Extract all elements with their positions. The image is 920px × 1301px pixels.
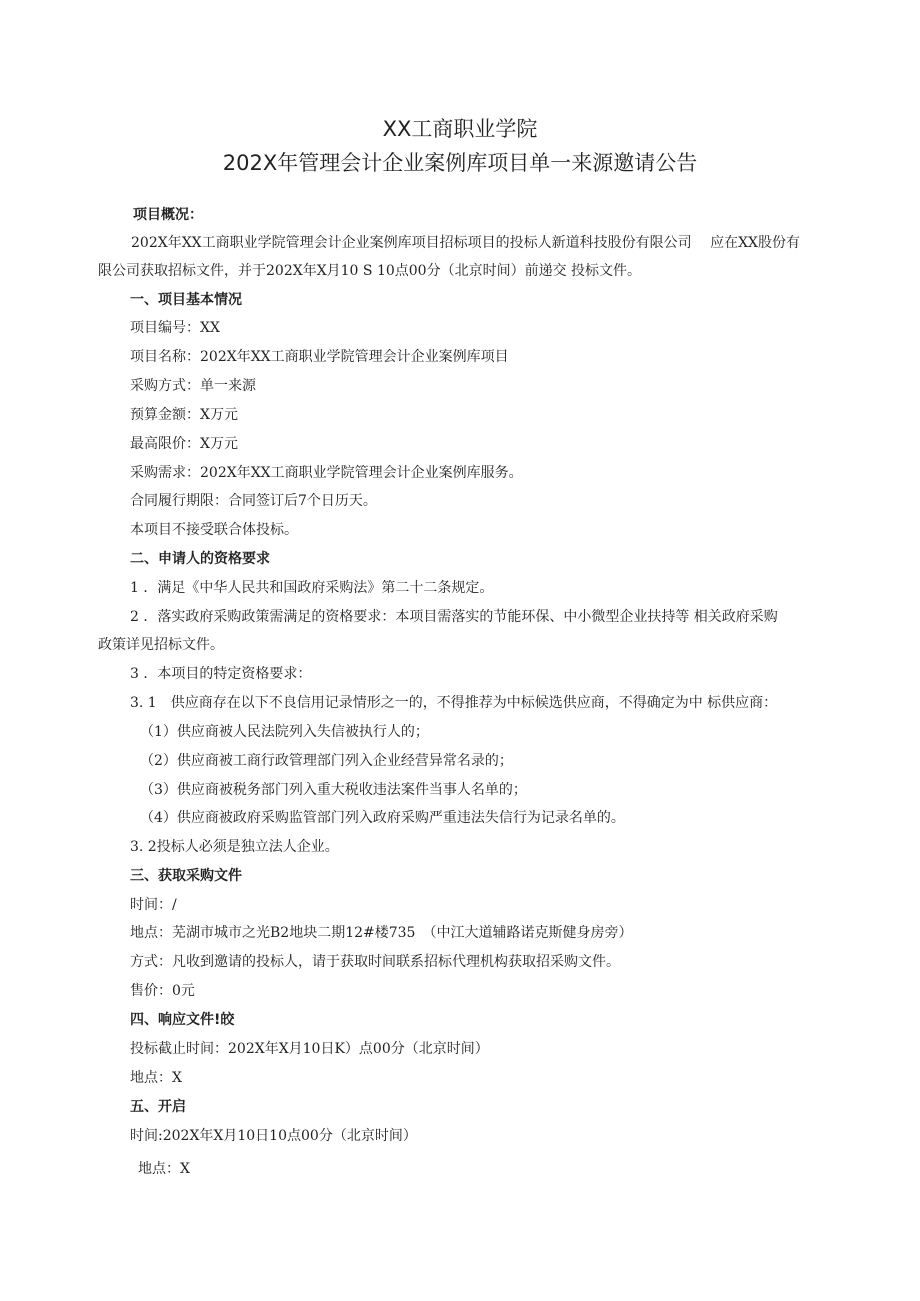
requirement-3-2: 3. 2投标人必须是独立法人企业。	[130, 839, 339, 855]
document-title-announcement: 202X年管理会计企业案例库项目单一来源邀请公告	[222, 151, 698, 175]
section1-heading: 一、项目基本情况	[130, 292, 242, 308]
title-block	[0, 114, 920, 178]
requirement-2-line2: 政策详见招标文件。	[98, 637, 224, 653]
contract-period: 合同履行期限：合同签订后7个日历天。	[130, 493, 377, 509]
section2-heading: 二、申请人的资格要求	[130, 551, 270, 567]
section5-heading: 五、开启	[130, 1099, 186, 1115]
project-name: 项目名称：202X年XX工商职业学院管理会计企业案例库项目	[130, 349, 509, 365]
section3-heading: 三、获取采购文件	[130, 868, 242, 884]
requirement-3: 3 ．本项目的特定资格要求：	[130, 666, 312, 682]
bid-location: 地点：X	[130, 1070, 182, 1086]
no-consortium-note: 本项目不接受联合体投标。	[130, 522, 298, 538]
overview-paragraph-line2: 限公司获取招标文件，并于202X年X月10 S 10点00分（北京时间）前递交 投标文件。	[98, 263, 642, 279]
opening-location: 地点：X	[138, 1161, 190, 1177]
requirement-1: 1 ．满足《中华人民共和国政府采购法》第二十二条规定。	[130, 580, 494, 596]
overview-paragraph-line1: 202X年XX工商职业学院管理会计企业案例库项目招标项目的投标人新道科技股份有限公司 应在XX股份有	[131, 235, 801, 251]
requirement-2-line1: 2 ．落实政府采购政策需满足的资格要求：本项目需落实的节能环保、中小微型企业扶持等 相关政府采购	[130, 609, 778, 625]
requirement-3-1: 3. 1 供应商存在以下不良信用记录情形之一的，不得推荐为中标候选供应商，不得确定为中 标供应商：	[130, 695, 778, 711]
credit-item-1: （1）供应商被人民法院列入失信被执行人的；	[140, 724, 429, 740]
bid-deadline: 投标截止时间：202X年X月10日K）点00分（北京时间）	[130, 1041, 489, 1057]
credit-item-3: （3）供应商被税务部门列入重大税收违法案件当事人名单的；	[140, 782, 527, 798]
max-price: 最高限价：X万元	[130, 436, 238, 452]
credit-item-2: （2）供应商被工商行政管理部门列入企业经营异常名录的；	[140, 753, 513, 769]
opening-time: 时间:202X年X月10日10点00分（北京时间）	[130, 1128, 417, 1144]
section4-heading: 四、响应文件!皎	[130, 1012, 235, 1028]
credit-item-4: （4）供应商被政府采购监管部门列入政府采购严重违法失信行为记录名单的。	[140, 810, 625, 826]
project-number: 项目编号：XX	[130, 320, 220, 336]
document-title-institution: XX工商职业学院	[382, 117, 538, 141]
budget-amount: 预算金额：X万元	[130, 407, 238, 423]
overview-heading: 项目概况：	[133, 207, 203, 223]
acquire-location: 地点：芜湖市城市之光B2地块二期12#楼735 （中江大道辅路诺克斯健身房旁）	[130, 925, 633, 941]
procurement-requirement: 采购需求：202X年XX工商职业学院管理会计企业案例库服务。	[130, 465, 523, 481]
acquire-method: 方式：凡收到邀请的投标人，请于获取时间联系招标代理机构获取招采购文件。	[130, 954, 620, 970]
acquire-time: 时间：/	[130, 897, 177, 913]
procurement-method: 采购方式：单一来源	[130, 378, 256, 394]
document-price: 售价：0元	[130, 983, 195, 999]
